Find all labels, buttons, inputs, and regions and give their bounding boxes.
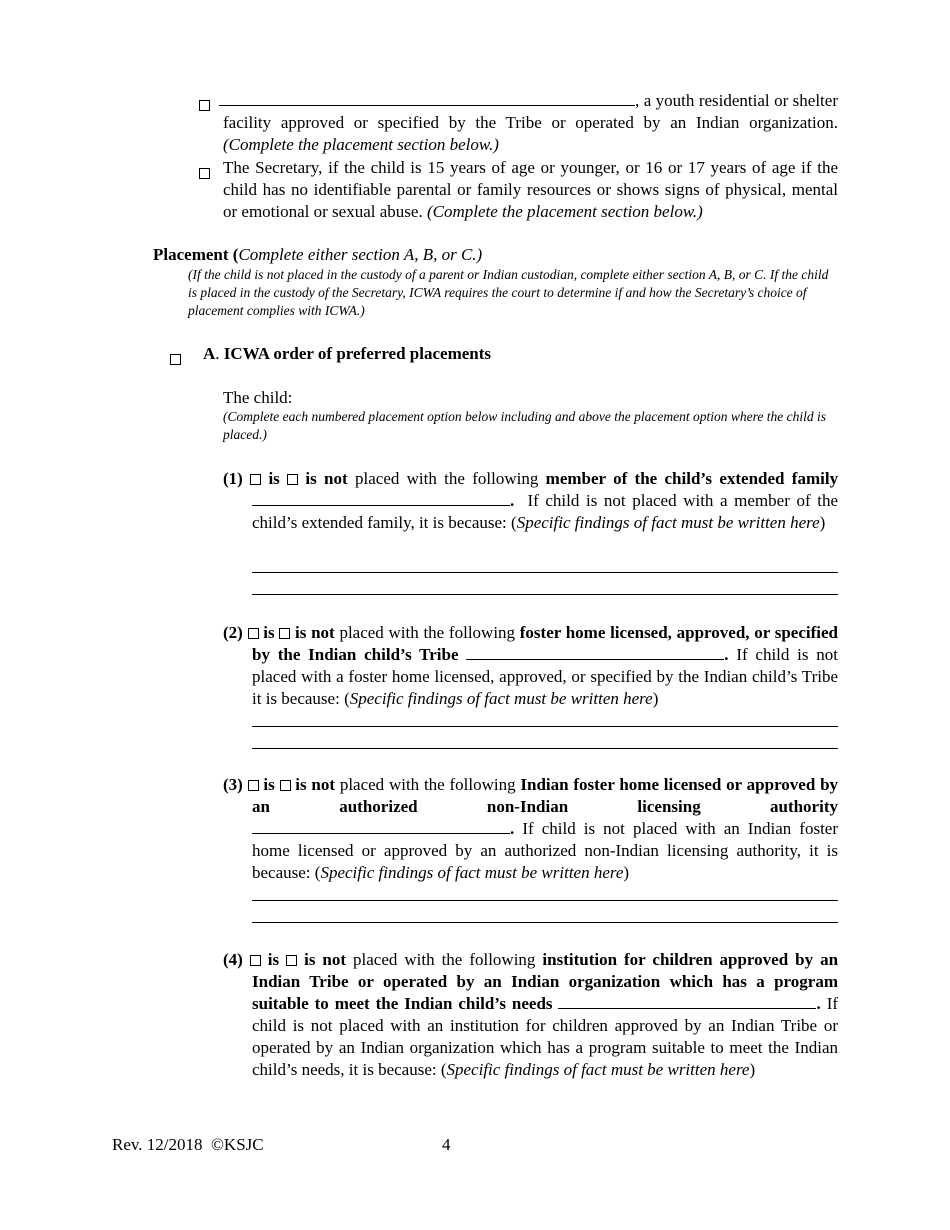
placement-heading: Placement (Complete either section A, B, or C.) xyxy=(153,245,483,264)
item-3-findings-line-1[interactable] xyxy=(252,900,838,901)
placement-item-1: (1) is is not placed with the following member of the child’s extended family . If child is not placed with a member of the child’s extended family, it is because: (Specific findings of fact must be written here) xyxy=(223,469,839,532)
item-1-is-checkbox[interactable] xyxy=(250,474,261,485)
item-1-findings-line-1[interactable] xyxy=(252,572,838,573)
secretary-checkbox[interactable] xyxy=(199,162,210,184)
item-1-findings-line-2[interactable] xyxy=(252,594,838,595)
footer-revision: Rev. 12/2018 ©KSJC xyxy=(112,1135,264,1154)
item-1-is-not-checkbox[interactable] xyxy=(287,474,298,485)
placement-item-3: (3) is is not placed with the following Indian foster home licensed or approved by an authorized non-Indian licensing authority . If child is not placed with an Indian foster home licensed or approved by an authorized non-Indian licensing authority, it is because: (Specific findings of fact must be written here) xyxy=(223,775,839,882)
the-child-label: The child: xyxy=(223,388,293,407)
youth-facility-name-blank[interactable] xyxy=(219,91,635,106)
placement-item-4: (4) is is not placed with the following institution for children approved by an Indian Tribe or operated by an Indian organization which has a program suitable to meet the Indian child’s needs . If child is not placed with an institution for children approved by an Indian Tribe or operated by an Indian organization which has a program suitable to meet the Indian child’s needs, it is because: (Specific findings of fact must be written here) xyxy=(223,950,839,1079)
section-a-title: A. ICWA order of preferred placements xyxy=(203,344,492,363)
item-4-is-checkbox[interactable] xyxy=(250,955,261,966)
item-1-name-blank[interactable] xyxy=(252,491,510,506)
youth-facility-note: (Complete the placement section below.) xyxy=(223,135,499,154)
section-a-checkbox[interactable] xyxy=(170,348,181,370)
item-3-is-checkbox[interactable] xyxy=(248,780,259,791)
secretary-option: The Secretary, if the child is 15 years of age or younger, or 16 or 17 years of age if the child has no identifiable parental or family resources or shows signs of physical, mental or emotional or sexual abuse. (Complete the placement section below.) xyxy=(223,158,838,221)
footer-copyright: ©KSJC xyxy=(211,1135,264,1154)
placement-instructions: (If the child is not placed in the custody of a parent or Indian custodian, complete either section A, B, or C. If the child is placed in the custody of the Secretary, ICWA requires the court to determine if and how the Secretary’s choice of placement complies with ICWA.) xyxy=(188,267,829,318)
item-3-is-not-checkbox[interactable] xyxy=(280,780,291,791)
item-3-findings-line-2[interactable] xyxy=(252,922,838,923)
item-4-is-not-checkbox[interactable] xyxy=(286,955,297,966)
item-2-is-not-checkbox[interactable] xyxy=(279,628,290,639)
item-2-is-checkbox[interactable] xyxy=(248,628,259,639)
item-2-findings-line-2[interactable] xyxy=(252,748,838,749)
youth-facility-checkbox[interactable] xyxy=(199,94,210,116)
item-4-name-blank[interactable] xyxy=(558,994,816,1009)
section-a-instructions: (Complete each numbered placement option below including and above the placement option where the child is placed.) xyxy=(223,409,826,442)
item-2-name-blank[interactable] xyxy=(466,645,724,660)
secretary-note: (Complete the placement section below.) xyxy=(426,202,703,221)
item-2-findings-line-1[interactable] xyxy=(252,726,838,727)
youth-facility-option: , a youth residential or shelter facility approved or specified by the Tribe or operated by an Indian organization. (Complete the placement section below.) xyxy=(219,90,838,156)
item-3-name-blank[interactable] xyxy=(252,819,510,834)
page-number: 4 xyxy=(442,1135,451,1154)
placement-item-2: (2) is is not placed with the following foster home licensed, approved, or specified by the Indian child’s Tribe . If child is not placed with a foster home licensed, approved, or specified by the Indian child’s Tribe it is because: (Specific findings of fact must be written here) xyxy=(223,623,839,708)
